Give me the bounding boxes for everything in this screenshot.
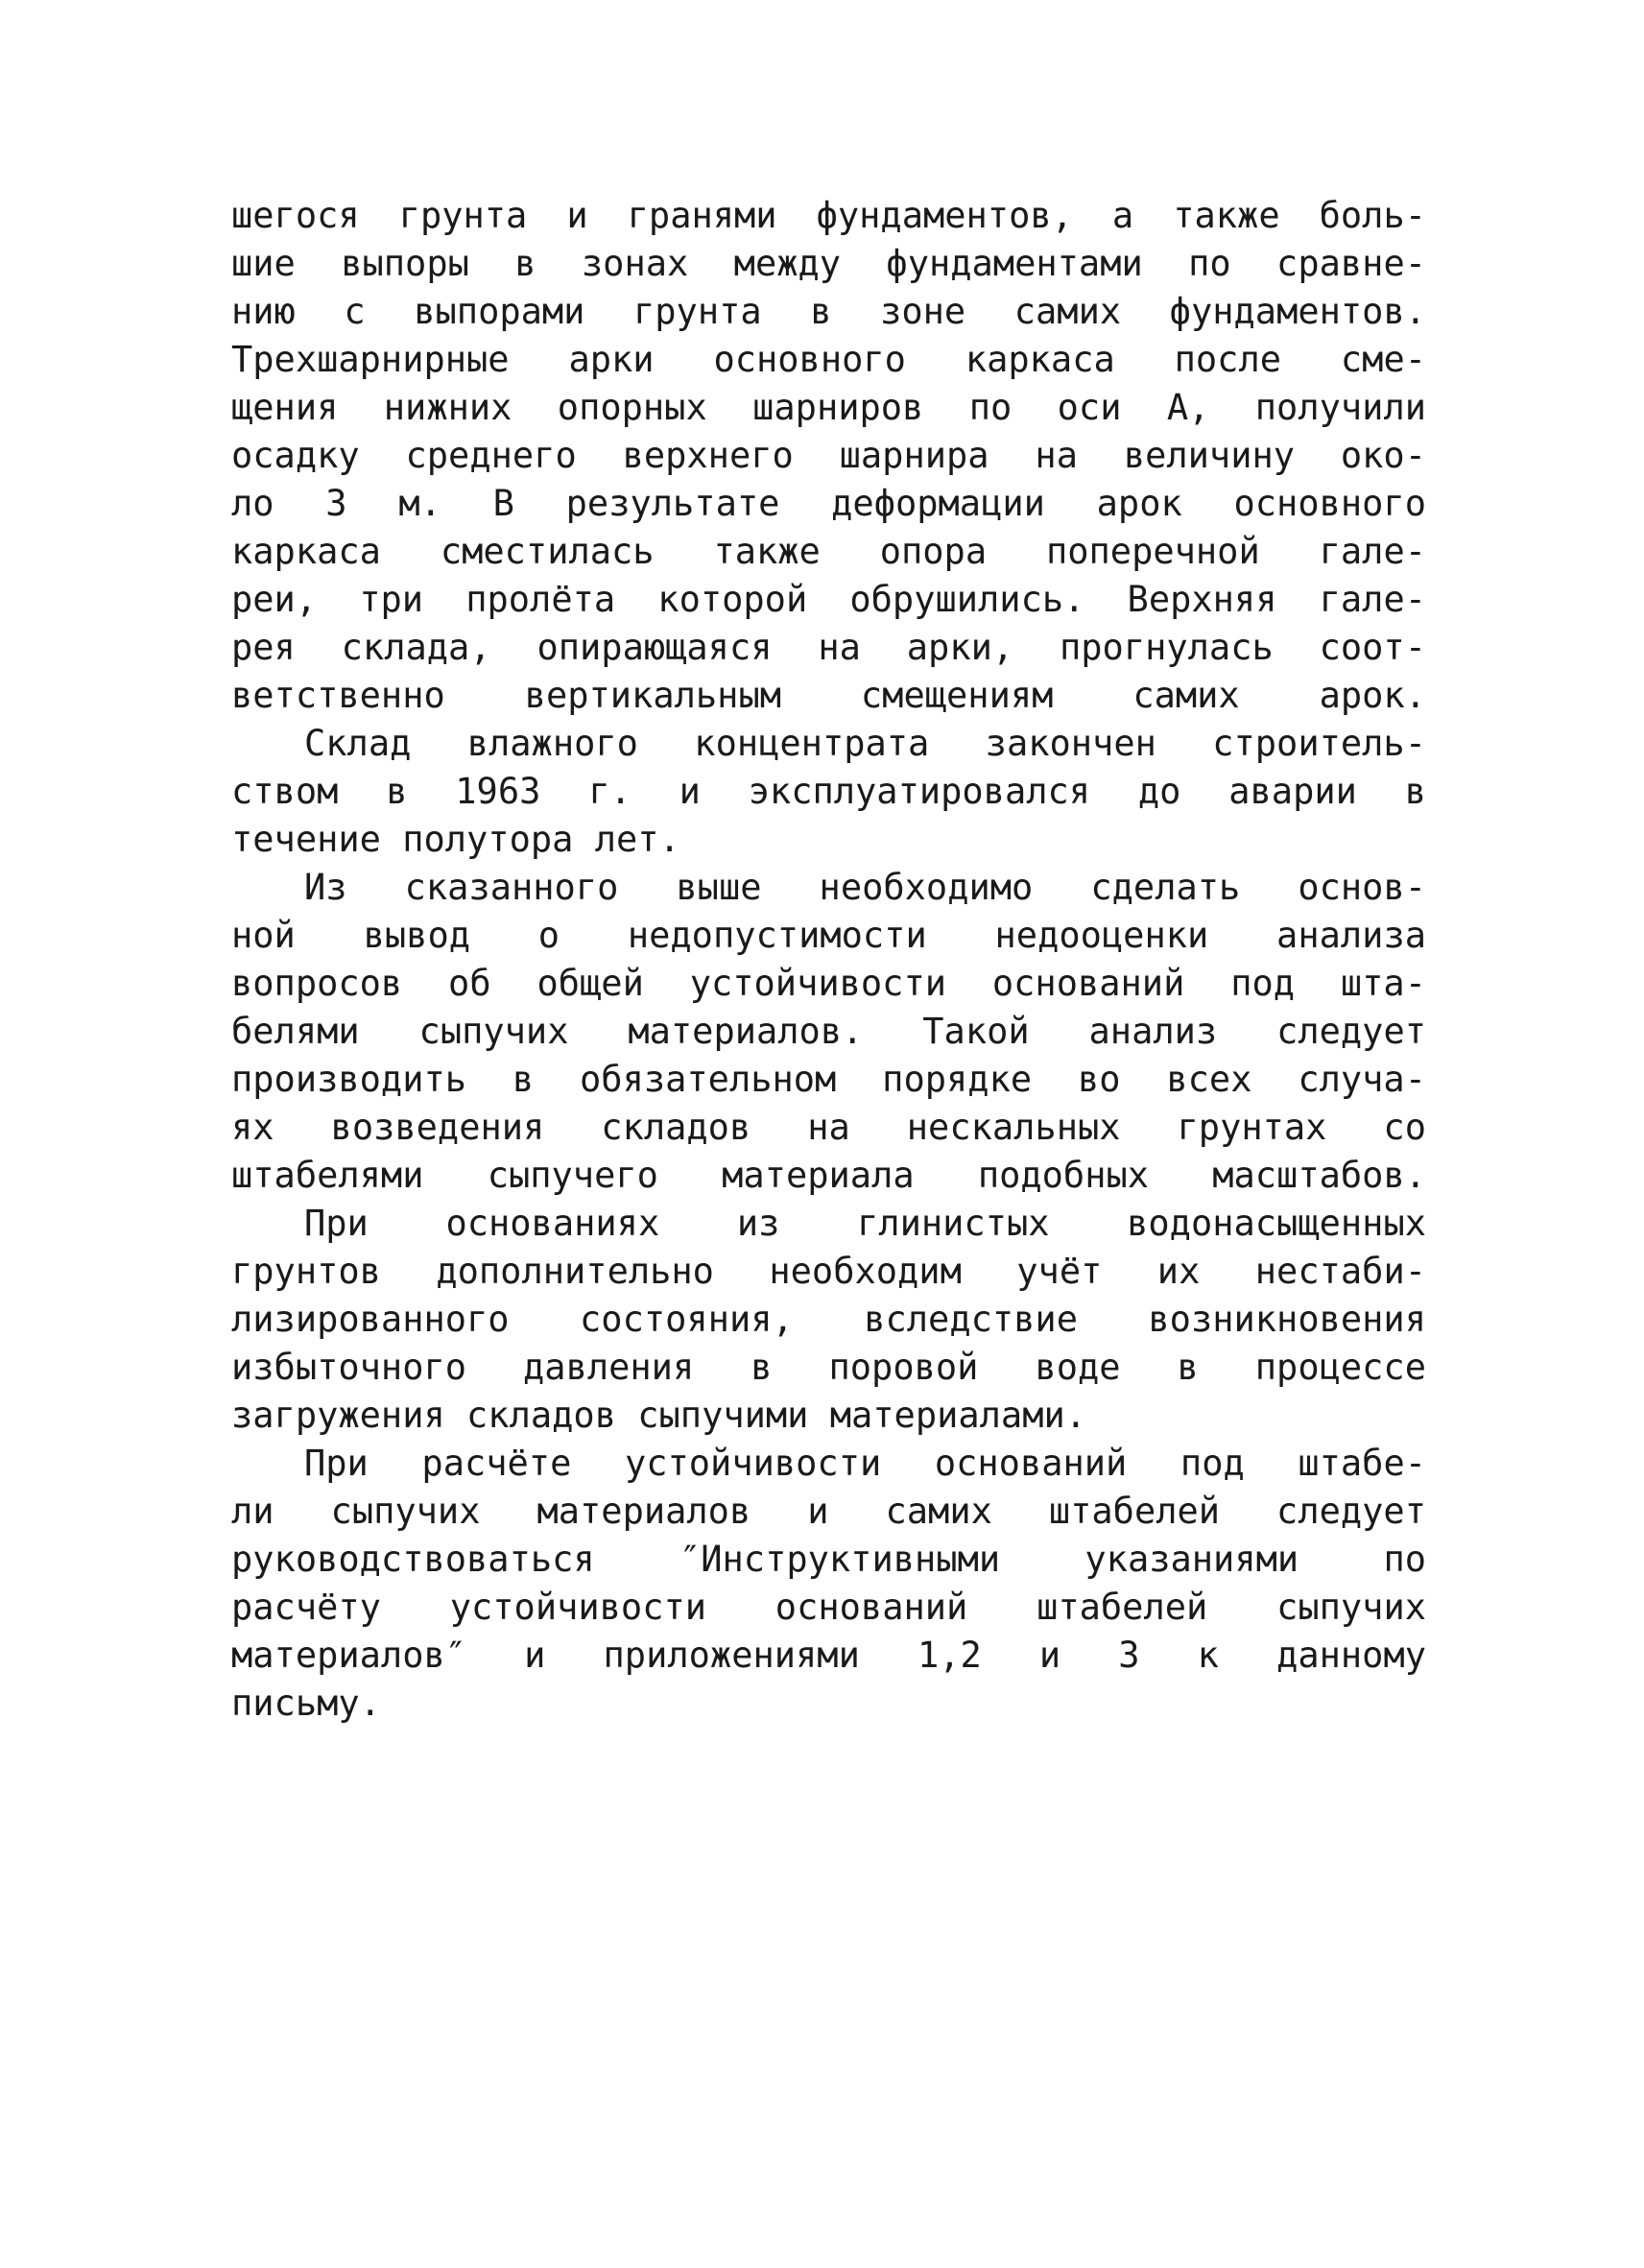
text-line: производить в обязательном порядке во всех случа- (231, 1059, 1426, 1100)
text-line: ной вывод о недопустимости недооценки анализа (231, 915, 1426, 956)
text-line: осадку среднего верхнего шарнира на величину око- (231, 435, 1426, 476)
paragraph-3 (231, 864, 1426, 1200)
text-line: письму. (231, 1683, 381, 1724)
text-line: вопросов об общей устойчивости оснований под шта- (231, 963, 1426, 1004)
paragraph-4 (231, 1200, 1426, 1440)
text-line: При основаниях из глинистых водонасыщенных (304, 1203, 1426, 1244)
text-line: штабелями сыпучего материала подобных масштабов. (231, 1155, 1426, 1196)
text-line: ветственно вертикальным смещениям самих арок. (231, 675, 1426, 716)
text-line: рея склада, опирающаяся на арки, прогнулась соот- (231, 627, 1426, 668)
text-line: ством в 1963 г. и эксплуатировался до аварии в (231, 771, 1426, 812)
text-line: каркаса сместилась также опора поперечной гале- (231, 531, 1426, 572)
text-line: щения нижних опорных шарниров по оси А, получили (231, 387, 1426, 428)
text-line: загружения складов сыпучими материалами. (231, 1395, 1087, 1436)
text-line: Трехшарнирные арки основного каркаса после сме- (231, 339, 1426, 380)
text-line: ях возведения складов на нескальных грунтах со (231, 1107, 1426, 1148)
text-line: течение полутора лет. (231, 819, 680, 860)
text-line: Из сказанного выше необходимо сделать основ- (304, 867, 1426, 908)
paragraph-5 (231, 1440, 1426, 1728)
text-line: грунтов дополнительно необходим учёт их нестаби- (231, 1251, 1426, 1292)
text-line: избыточного давления в поровой воде в процессе (231, 1347, 1426, 1388)
text-line: нию с выпорами грунта в зоне самих фундаментов. (231, 291, 1426, 332)
text-line: расчёту устойчивости оснований штабелей сыпучих (231, 1587, 1426, 1628)
text-line: лизированного состояния, вследствие возникновения (231, 1299, 1426, 1340)
text-line: материалов″ и приложениями 1,2 и 3 к данному (231, 1635, 1426, 1676)
text-line: белями сыпучих материалов. Такой анализ следует (231, 1011, 1426, 1052)
paragraph-2 (231, 720, 1426, 864)
text-line: Склад влажного концентрата закончен строитель- (304, 723, 1426, 764)
paragraph-1 (231, 192, 1426, 720)
text-line: реи, три пролёта которой обрушились. Верхняя гале- (231, 579, 1426, 620)
text-line: руководствоваться ″Инструктивными указаниями по (231, 1539, 1426, 1580)
text-line: ли сыпучих материалов и самих штабелей следует (231, 1491, 1426, 1532)
body-text (231, 192, 1426, 1728)
text-line: ло 3 м. В результате деформации арок основного (231, 483, 1426, 524)
text-line: При расчёте устойчивости оснований под штабе- (304, 1443, 1426, 1484)
text-line: шегося грунта и гранями фундаментов, а также боль- (231, 195, 1426, 236)
text-line: шие выпоры в зонах между фундаментами по сравне- (231, 243, 1426, 284)
